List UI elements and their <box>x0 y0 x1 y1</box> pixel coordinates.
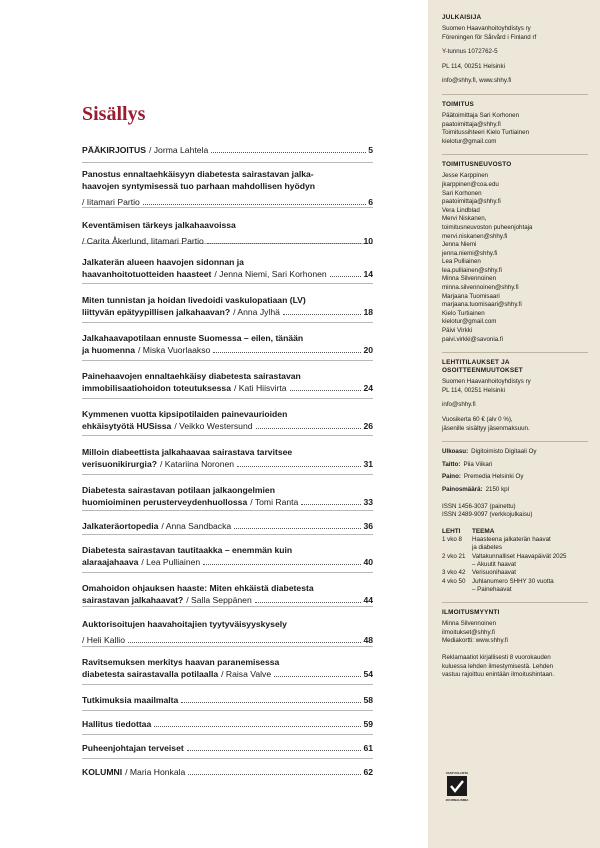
toc-entry-page: 20 <box>363 345 373 355</box>
toc-entry-title: Painehaavojen ennaltaehkäisy diabetesta sairastavan <box>82 371 301 381</box>
production-credit <box>442 473 588 482</box>
dot-leader <box>234 527 361 529</box>
sidebar-text-line: Vera Lindblad <box>442 206 480 214</box>
toc-entry-line <box>82 594 373 606</box>
toc-entry-line <box>82 256 373 268</box>
issue-theme <box>472 569 588 577</box>
production-credit-label: Painosmäärä: <box>442 485 483 493</box>
dot-leader <box>128 641 361 643</box>
toc-entry-line <box>82 144 373 156</box>
sidebar-text-line: Föreningen för Sårvård i Finland rf <box>442 33 537 41</box>
toc-entry-author: / Lea Pulliainen <box>141 557 201 567</box>
toc-entry-page: 5 <box>368 145 373 155</box>
sidebar-text-line: paatoimittaja@shhy.fi <box>442 120 501 128</box>
dot-leader <box>211 151 366 153</box>
toc-entry-title: Hallitus tiedottaa <box>82 719 152 729</box>
production-credit <box>442 486 588 495</box>
toc-entry-line <box>82 718 373 730</box>
divider <box>82 162 373 163</box>
toc-entry-line <box>82 582 373 594</box>
toc-entry-line <box>82 556 373 568</box>
toc-entry-title: Milloin diabeettista jalkahaavaa sairastava tarvitsee <box>82 447 293 457</box>
toc-entry-title: Jalkaterän alueen haavojen sidonnan ja <box>82 257 244 267</box>
masthead-sidebar <box>428 0 600 848</box>
toc-entry-title: ehkäisytyötä HUSissa <box>82 421 172 431</box>
toc-entry-title: Ravitsemuksen merkitys haavan paranemisessa <box>82 657 280 667</box>
logo-label-bottom: JOURNALISMIA <box>445 798 469 802</box>
sidebar-text-line: toimitusneuvoston puheenjohtaja <box>442 223 533 231</box>
sidebar-text-line: Lea Pulliainen <box>442 258 481 266</box>
toc-entry-line <box>82 458 373 470</box>
production-credit-value: Digitoimisto Digitaali Oy <box>471 448 537 456</box>
sidebar-text-line: Päätoimittaja Sari Korhonen <box>442 111 520 119</box>
issue-theme <box>472 578 588 595</box>
toc-entry-title: Jalkateräortopedia <box>82 521 159 531</box>
toc-entry-title: alaraajahaava <box>82 557 139 567</box>
dot-leader <box>256 427 362 429</box>
divider <box>82 646 373 647</box>
toc-entry-line <box>82 344 373 356</box>
dot-leader <box>181 701 361 703</box>
issue-theme <box>472 536 588 553</box>
toc-entry-line <box>82 268 373 280</box>
toc-entry <box>82 168 373 208</box>
production-credit-value: Piia Viikari <box>463 460 493 468</box>
sidebar-text-line: info@shhy.fi <box>442 401 476 409</box>
disclaimer <box>442 654 588 680</box>
toc-entry <box>82 219 373 247</box>
toc-entry-title: haavojen syntymisessä tuo parhaan mahdollisen hyödyn <box>82 181 316 191</box>
sidebar-text-line: Päivi Virkki <box>442 327 473 335</box>
toc-entry-title: Jalkahaavapotilaan ennuste Suomessa – eilen, tänään <box>82 333 304 343</box>
dot-leader <box>213 351 361 353</box>
toc-entry-title: Diabetesta sairastavan potilaan jalkaongelmien <box>82 485 275 495</box>
toc-entry-page: 36 <box>363 521 373 531</box>
toc-entry-line <box>82 742 373 754</box>
toc-entry-author: / Jorma Lahtela <box>148 145 209 155</box>
divider <box>82 398 373 399</box>
publisher-section <box>442 14 588 86</box>
editorial-board-section <box>442 161 588 344</box>
divider <box>82 758 373 759</box>
sidebar-text-line: Kielo Turtiainen <box>442 309 485 317</box>
toc-entry-line <box>82 484 373 496</box>
toc-entry-line <box>82 544 373 556</box>
toc-entry-page: 26 <box>363 421 373 431</box>
toc-entry-author: / Anna Sandbacka <box>161 521 232 531</box>
toc-entry <box>82 484 373 508</box>
toc-entry-title: Kymmenen vuotta kipsipotilaiden painevaurioiden <box>82 409 288 419</box>
issue-number: 2 vko 21 <box>442 552 466 560</box>
toc-entry-line <box>82 196 373 208</box>
ad-sales-lines <box>442 620 588 646</box>
toc-entry-title: Omahoidon ohjauksen haaste: Miten ehkäistä diabetesta <box>82 583 314 593</box>
dot-leader <box>301 503 361 505</box>
editorial-board-heading: TOIMITUSNEUVOSTO <box>442 161 512 169</box>
toc-entry-page: 14 <box>363 269 373 279</box>
page-title: Sisällys <box>82 103 146 125</box>
responsible-journalism-logo <box>445 770 469 804</box>
sidebar-text-line: PL 114, 00251 Helsinki <box>442 386 505 394</box>
disclaimer-line: kuluessa lehden ilmestymisestä. Lehden <box>442 662 554 670</box>
dot-leader <box>330 275 362 277</box>
sidebar-text-line: Marjaana Tuomisaari <box>442 292 500 300</box>
toc-entry-title: sairastavan jalkahaavat? <box>82 595 184 605</box>
issue-column-teema: TEEMA <box>472 527 495 535</box>
dot-leader <box>290 389 362 391</box>
issue-theme-line: – Akuutit haavat <box>472 560 517 568</box>
production-credit <box>442 448 588 457</box>
toc-entry-page: 31 <box>363 459 373 469</box>
toc-entry <box>82 256 373 280</box>
toc-entry-page: 59 <box>363 719 373 729</box>
divider <box>82 710 373 711</box>
toc-entry-author: / Iitamari Partio <box>82 197 140 207</box>
sidebar-text-line: PL 114, 00251 Helsinki <box>442 62 505 70</box>
toc-entry-author: / Maria Honkala <box>125 767 186 777</box>
divider <box>82 360 373 361</box>
toc-entry <box>82 520 373 532</box>
toc-entry-page: 33 <box>363 497 373 507</box>
toc-entry-line <box>82 668 373 680</box>
toc-entry <box>82 446 373 470</box>
sidebar-text-line: kielotur@gmail.com <box>442 137 497 145</box>
toc-entry-page: 40 <box>363 557 373 567</box>
toc-entry-author: / Raisa Valve <box>221 669 272 679</box>
toc-entry-author: / Heli Kallio <box>82 635 125 645</box>
dot-leader <box>237 465 361 467</box>
sidebar-text-line: Suomen Haavanhoitoyhdistys ry <box>442 25 531 32</box>
toc-entry-line <box>82 496 373 508</box>
sidebar-text-line: jenna.niemi@shhy.fi <box>442 249 498 257</box>
toc-entry-author: / Miska Vuorlaakso <box>138 345 211 355</box>
toc-entry-title: Auktorisoitujen haavahoitajien tyytyväisyyskysely <box>82 619 287 629</box>
toc-entry-line <box>82 420 373 432</box>
toc-entry-page: 24 <box>363 383 373 393</box>
toc-entry-title: immobilisaatiohoidon toteutuksessa <box>82 383 231 393</box>
dot-leader <box>255 601 362 603</box>
toc-entry-title: ja huomenna <box>82 345 136 355</box>
toc-entry-title: liittyvän epätyypillisen jalkahaavan? <box>82 307 231 317</box>
editorial-lines <box>442 112 588 146</box>
toc-entry-line <box>82 332 373 344</box>
sidebar-text-line: lea.pulliainen@shhy.fi <box>442 266 502 274</box>
toc-entry-author: / Veikko Westersund <box>174 421 253 431</box>
divider <box>82 534 373 535</box>
sidebar-text-line: Toimitussihteeri Kielo Turtiainen <box>442 129 530 137</box>
toc-entry-title: Panostus ennaltaehkäisyyn diabetesta sairastavan jalka- <box>82 169 314 179</box>
divider <box>82 474 373 475</box>
toc-entry-author: / Katariina Noronen <box>159 459 235 469</box>
editorial-heading: TOIMITUS <box>442 100 475 108</box>
toc-entry-title: KOLUMNI <box>82 767 123 777</box>
responsible-journalism-logo-icon <box>445 770 469 804</box>
production-credit <box>442 461 588 470</box>
divider <box>82 734 373 735</box>
divider <box>82 435 373 436</box>
production-credit-label: Taitto: <box>442 460 461 468</box>
sidebar-text-line: marjaana.tuomisaari@shhy.fi <box>442 301 522 309</box>
issue-theme <box>472 553 588 570</box>
sidebar-text-line: Jesse Karppinen <box>442 172 489 180</box>
production-credits <box>442 448 588 494</box>
toc-entry-page: 62 <box>363 767 373 777</box>
toc-entry-author: / Carita Åkerlund, Iitamari Partio <box>82 236 204 246</box>
toc-entry-line <box>82 180 373 192</box>
issue-column-lehti: LEHTI <box>442 527 461 535</box>
toc-entry-page: 61 <box>363 743 373 753</box>
toc-entry-author: / Kati Hiisvirta <box>233 383 287 393</box>
toc-entry-title: Tutkimuksia maailmalta <box>82 695 179 705</box>
toc-entry-page: 58 <box>363 695 373 705</box>
toc-entry-line <box>82 294 373 306</box>
sidebar-text-line: paivi.virkki@savonia.fi <box>442 335 503 343</box>
toc-entry-line <box>82 766 373 778</box>
production-credit-label: Ulkoasu: <box>442 448 469 456</box>
divider <box>442 352 588 353</box>
sidebar-text-line: info@shhy.fi, www.shhy.fi <box>442 77 512 85</box>
divider <box>442 94 588 95</box>
issue-theme-line: ja diabetes <box>472 544 502 552</box>
toc-entry <box>82 694 373 706</box>
ad-sales-section <box>442 609 588 646</box>
toc-entry <box>82 618 373 646</box>
divider <box>82 572 373 573</box>
divider <box>82 510 373 511</box>
production-credit-value: 2150 kpl <box>485 485 509 493</box>
toc-entry <box>82 144 373 156</box>
issue-number: 1 vko 8 <box>442 536 462 544</box>
production-credit-value: Premedia Helsinki Oy <box>463 473 524 481</box>
subscriptions-heading-1: LEHTITILAUKSET JA <box>442 359 510 367</box>
toc-entry-title: Miten tunnistan ja hoidan livedoidi vaskulopatiaan (LV) <box>82 295 306 305</box>
ad-sales-heading: ILMOITUSMYYNTI <box>442 609 500 617</box>
subscriptions-section <box>442 359 588 433</box>
dot-leader <box>283 313 362 315</box>
toc-entry-title: huomioiminen perusterveydenhuollossa <box>82 497 248 507</box>
divider <box>442 441 588 442</box>
toc-entry-page: 44 <box>363 595 373 605</box>
toc-entry-author: / Tomi Ranta <box>250 497 299 507</box>
toc-entry-title: Diabetesta sairastavan tautitaakka – enemmän kuin <box>82 545 293 555</box>
toc-entry-line <box>82 520 373 532</box>
issue-number: 4 vko 50 <box>442 577 466 585</box>
toc-entry-title: Keventämisen tärkeys jalkahaavoissa <box>82 220 236 230</box>
toc-entry-title: verisuonikirurgia? <box>82 459 157 469</box>
toc-entry-page: 10 <box>363 236 373 246</box>
toc-entry <box>82 582 373 606</box>
sidebar-text-line: ilmoitukset@shhy.fi <box>442 628 495 636</box>
dot-leader <box>207 242 362 244</box>
divider <box>442 154 588 155</box>
divider <box>82 283 373 284</box>
toc-entry-line <box>82 408 373 420</box>
toc-entry-line <box>82 168 373 180</box>
toc-entry <box>82 332 373 356</box>
dot-leader <box>143 203 366 205</box>
toc-entry <box>82 742 373 754</box>
dot-leader <box>154 725 361 727</box>
sidebar-text-line: Minna Silvennoinen <box>442 620 497 628</box>
editorial-section <box>442 101 588 146</box>
issue-theme-line: Verisuonihaavat <box>472 569 517 577</box>
editorial-board-lines <box>442 172 588 344</box>
toc-entry <box>82 544 373 568</box>
toc-entry-line <box>82 370 373 382</box>
sidebar-text-line: Y-tunnus 1072762-5 <box>442 48 498 56</box>
toc-entry-page: 6 <box>368 197 373 207</box>
issue-schedule <box>442 528 588 594</box>
publisher-heading: JULKAISIJA <box>442 14 482 21</box>
dot-leader <box>187 749 362 751</box>
logo-label-top: VASTUULLISTA <box>445 771 469 775</box>
dot-leader <box>188 773 361 775</box>
toc-entry <box>82 408 373 432</box>
dot-leader <box>203 563 361 565</box>
toc-entry-title: haavanhoitotuotteiden haasteet <box>82 269 212 279</box>
toc-entry-line <box>82 694 373 706</box>
issue-theme-line: Juhlanumero SHHY 30 vuotta <box>472 577 554 585</box>
subscriptions-heading-2: OSOITTEENMUUTOKSET <box>442 367 523 375</box>
issue-theme-line: Haasteena jalkaterän haavat <box>472 536 551 544</box>
toc-entry <box>82 766 373 778</box>
sidebar-text-line: jkarppinen@coa.edu <box>442 180 499 188</box>
disclaimer-line: vastuu rajoittuu enintään ilmoitushintaan. <box>442 671 555 679</box>
issue-number: 3 vko 42 <box>442 569 466 577</box>
subscriptions-lines <box>442 378 588 433</box>
toc-entry-line <box>82 382 373 394</box>
toc-entry-page: 54 <box>363 669 373 679</box>
toc-entry-title: PÄÄKIRJOITUS <box>82 145 146 155</box>
toc-entry-author: / Salla Seppänen <box>186 595 252 605</box>
sidebar-text-line: Sari Korhonen <box>442 189 482 197</box>
disclaimer-line: Reklamaatiot kirjallisesti 8 vuorokauden <box>442 653 551 661</box>
toc-entry-page: 48 <box>363 635 373 645</box>
toc-entry-page: 18 <box>363 307 373 317</box>
divider <box>82 684 373 685</box>
toc-entry-line <box>82 235 373 247</box>
issn-line: ISSN 1456-3037 (painettu) <box>442 502 516 510</box>
production-credit-label: Paino: <box>442 473 461 481</box>
toc-entry-title: diabetesta sairastavalla potilaalla <box>82 669 219 679</box>
dot-leader <box>274 675 361 677</box>
sidebar-text-line: minna.silvennoinen@shhy.fi <box>442 284 519 292</box>
sidebar-text-line: mervi.niskanen@shhy.fi <box>442 232 508 240</box>
sidebar-text-line: jäsenille sisältyy jäsenmaksuun. <box>442 424 530 432</box>
issn-info <box>442 503 588 520</box>
issn-line: ISSN 2489-9097 (verkkojulkaisu) <box>442 511 533 519</box>
divider <box>82 606 373 607</box>
toc-entry-line <box>82 219 373 231</box>
sidebar-text-line: Minna Silvennoinen <box>442 275 497 283</box>
divider <box>442 602 588 603</box>
toc-entry-author: / Jenna Niemi, Sari Korhonen <box>214 269 327 279</box>
toc-entry <box>82 294 373 318</box>
toc-entry <box>82 370 373 394</box>
toc-entry-title: Puheenjohtajan terveiset <box>82 743 184 753</box>
toc-entry-line <box>82 618 373 630</box>
sidebar-text-line: Vuosikerta 60 € (alv 0 %), <box>442 416 513 423</box>
sidebar-text-line: Mervi Niskanen, <box>442 215 487 223</box>
sidebar-text-line: kielotur@gmail.com <box>442 318 497 326</box>
toc-entry <box>82 718 373 730</box>
divider <box>82 322 373 323</box>
publisher-lines <box>442 25 588 86</box>
sidebar-text-line: Jenna Niemi <box>442 241 477 249</box>
sidebar-text-line: paatoimittaja@shhy.fi <box>442 198 501 206</box>
issue-theme-line: – Painehaavat <box>472 585 512 593</box>
issue-theme-line: Valtakunnalliset Haavapäivät 2025 <box>472 552 567 560</box>
toc-entry <box>82 656 373 680</box>
toc-entry-line <box>82 446 373 458</box>
toc-entry-author: / Anna Jylhä <box>233 307 280 317</box>
toc-entry-line <box>82 306 373 318</box>
sidebar-text-line: Suomen Haavanhoitoyhdistys ry <box>442 378 531 386</box>
toc-entry-line <box>82 656 373 668</box>
toc-entry-line <box>82 634 373 646</box>
sidebar-text-line: Mediakortti: www.shhy.fi <box>442 637 508 645</box>
